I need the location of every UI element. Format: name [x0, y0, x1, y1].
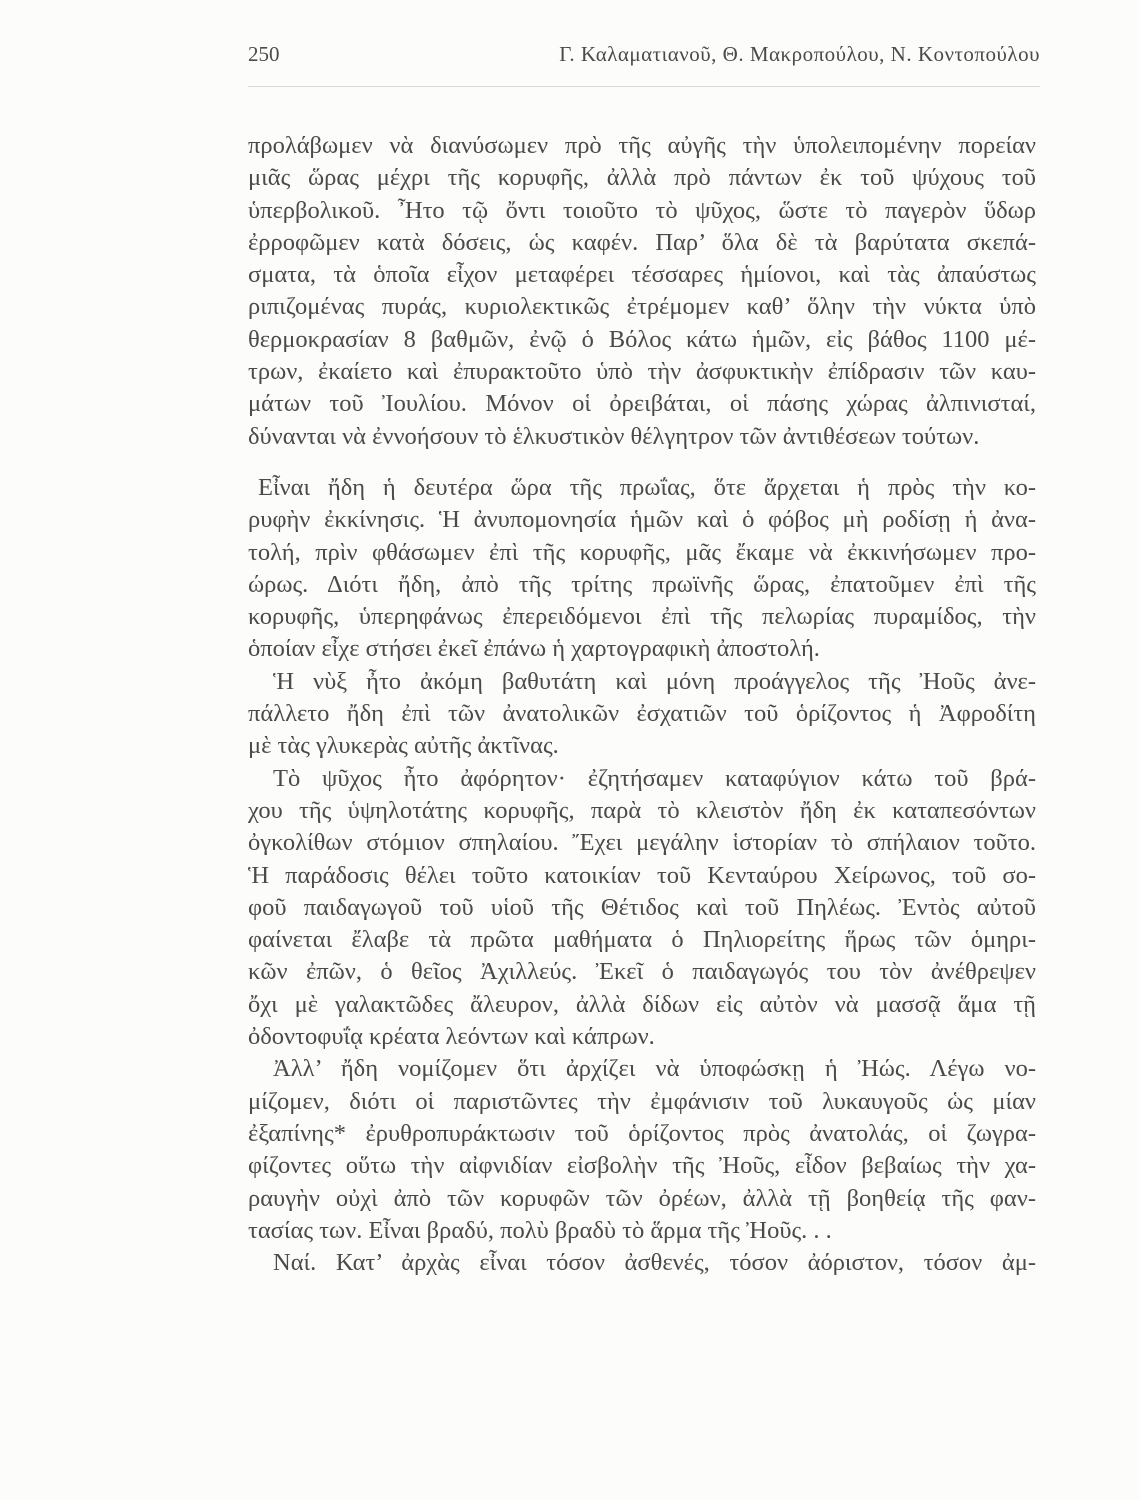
running-header	[248, 42, 1040, 76]
text-line: φοῦ παιδαγωγοῦ τοῦ υἱοῦ τῆς Θέτιδος καὶ τοῦ Πηλέως. Ἐντὸς αὐτοῦ	[248, 893, 1036, 921]
text-line: πάλλετο ἤδη ἐπὶ τῶν ἀνατολικῶν ἐσχατιῶν τοῦ ὁρίζοντος ἡ Ἀφροδίτη	[248, 700, 1036, 728]
text-line: ριπιζομένας πυράς, κυριολεκτικῶς ἐτρέμομεν καθ’ ὅλην τὴν νύκτα ὑπὸ	[248, 293, 1036, 321]
text-line: φαίνεται ἔλαβε τὰ πρῶτα μαθήματα ὁ Πηλιορείτης ἥρως τῶν ὁμηρι-	[248, 926, 1036, 954]
page-number: 250	[248, 42, 280, 66]
header-rule	[248, 86, 1040, 87]
paragraph	[248, 763, 1036, 1054]
text-line: ἐξαπίνης* ἐρυθροπυράκτωσιν τοῦ ὁρίζοντος πρὸς ἀνατολάς, οἱ ζωγρα-	[248, 1119, 1036, 1147]
text-line: Τὸ ψῦχος ἦτο ἀφόρητον· ἐζητήσαμεν καταφύγιον κάτω τοῦ βρά-	[273, 764, 1036, 792]
text-line: σματα, τὰ ὁποῖα εἶχον μεταφέρει τέσσαρες ἡμίονοι, καὶ τὰς ἀπαύστως	[248, 261, 1036, 289]
text-line: χου τῆς ὑψηλοτάτης κορυφῆς, παρὰ τὸ κλειστὸν ἤδη ἐκ καταπεσόντων	[248, 796, 1036, 824]
text-line: Ἡ νὺξ ἦτο ἀκόμη βαθυτάτη καὶ μόνη προάγγελος τῆς Ἠοῦς ἀνε-	[273, 667, 1036, 695]
text-line: μάτων τοῦ Ἰουλίου. Μόνον οἱ ὀρειβάται, οἱ πάσης χώρας ἀλπινισταί,	[248, 390, 1036, 418]
text-line: ὀγκολίθων στόμιον σπηλαίου. Ἔχει μεγάλην ἱστορίαν τὸ σπήλαιον τοῦτο.	[248, 829, 1036, 857]
paragraph	[248, 130, 1036, 453]
text-line: προλάβωμεν νὰ διανύσωμεν πρὸ τῆς αὐγῆς τὴν ὑπολειπομένην πορείαν	[248, 132, 1036, 159]
text-line: τασίας των. Εἶναι βραδύ, πολὺ βραδὺ τὸ ἅρμα τῆς Ἠοῦς. . .	[248, 1216, 832, 1244]
text-line: Ἀλλ’ ἤδη νομίζομεν ὅτι ἀρχίζει νὰ ὑποφώσκῃ ἡ Ἠώς. Λέγω νο-	[273, 1055, 1036, 1083]
text-line: Εἶναι ἤδη ἡ δευτέρα ὥρα τῆς πρωΐας, ὅτε ἄρχεται ἡ πρὸς τὴν κο-	[258, 473, 1036, 501]
text-line: κορυφῆς, ὑπερηφάνως ἐπερειδόμενοι ἐπὶ τῆς πελωρίας πυραμίδος, τὴν	[248, 603, 1036, 631]
text-line: ραυγὴν οὐχὶ ἀπὸ τῶν κορυφῶν τῶν ὀρέων, ἀλλὰ τῇ βοηθείᾳ τῆς φαν-	[248, 1184, 1036, 1212]
paragraph	[248, 1053, 1036, 1247]
text-line: δύνανται νὰ ἐννοήσουν τὸ ἑλκυστικὸν θέλγητρον τῶν ἀντιθέσεων τούτων.	[248, 422, 980, 450]
text-line: ρυφὴν ἐκκίνησις. Ἡ ἀνυπομονησία ἡμῶν καὶ ὁ φόβος μὴ ροδίσῃ ἡ ἀνα-	[248, 506, 1036, 534]
text-line: τρων, ἐκαίετο καὶ ἐπυρακτοῦτο ὑπὸ τὴν ἀσφυκτικὴν ἐπίδρασιν τῶν καυ-	[248, 358, 1036, 386]
text-line: μίζομεν, διότι οἱ παριστῶντες τὴν ἐμφάνισιν τοῦ λυκαυγοῦς ὡς μίαν	[248, 1087, 1036, 1115]
text-line: ὁποίαν εἶχε στήσει ἐκεῖ ἐπάνω ἡ χαρτογραφικὴ ἀποστολή.	[248, 635, 820, 663]
text-line: ώρως. Διότι ἤδη, ἀπὸ τῆς τρίτης πρωϊνῆς ὥρας, ἐπατοῦμεν ἐπὶ τῆς	[248, 570, 1036, 598]
text-line: ὑπερβολικοῦ. Ἦτο τῷ ὄντι τοιοῦτο τὸ ψῦχος, ὥστε τὸ παγερὸν ὕδωρ	[248, 196, 1036, 224]
text-line: Ναί. Κατ’ ἀρχὰς εἶναι τόσον ἀσθενές, τόσον ἀόριστον, τόσον ἀμ-	[273, 1249, 1036, 1277]
paragraph	[248, 666, 1036, 763]
text-line: μὲ τὰς γλυκερὰς αὐτῆς ἀκτῖνας.	[248, 732, 559, 760]
text-line: θερμοκρασίαν 8 βαθμῶν, ἐνῷ ὁ Βόλος κάτω ἡμῶν, εἰς βάθος 1100 μέ-	[248, 325, 1036, 353]
paragraph	[248, 472, 1036, 666]
text-line: ὄχι μὲ γαλακτῶδες ἄλευρον, ἀλλὰ δίδων εἰς αὐτὸν νὰ μασσᾷ ἅμα τῇ	[248, 990, 1036, 1018]
text-line: Ἡ παράδοσις θέλει τοῦτο κατοικίαν τοῦ Κενταύρου Χείρωνος, τοῦ σο-	[248, 861, 1036, 889]
header-authors: Γ. Καλαματιανοῦ, Θ. Μακροπούλου, Ν. Κοντοπούλου	[559, 42, 1040, 66]
text-line: τολή, πρὶν φθάσωμεν ἐπὶ τῆς κορυφῆς, μᾶς ἔκαμε νὰ ἐκκινήσωμεν προ-	[248, 538, 1036, 566]
paragraph	[248, 1247, 1036, 1279]
body-text	[248, 130, 1036, 1279]
text-line: φίζοντες οὕτω τὴν αἰφνιδίαν εἰσβολὴν τῆς Ἠοῦς, εἶδον βεβαίως τὴν χα-	[248, 1152, 1036, 1180]
text-line: μιᾶς ὥρας μέχρι τῆς κορυφῆς, ἀλλὰ πρὸ πάντων ἐκ τοῦ ψύχους τοῦ	[248, 164, 1036, 192]
text-line: ὀδοντοφυΐᾳ κρέατα λεόντων καὶ κάπρων.	[248, 1023, 655, 1051]
text-line: ἐρροφῶμεν κατὰ δόσεις, ὡς καφέν. Παρ’ ὅλα δὲ τὰ βαρύτατα σκεπά-	[248, 228, 1036, 256]
text-line: κῶν ἐπῶν, ὁ θεῖος Ἀχιλλεύς. Ἐκεῖ ὁ παιδαγωγός του τὸν ἀνέθρεψεν	[248, 958, 1036, 986]
